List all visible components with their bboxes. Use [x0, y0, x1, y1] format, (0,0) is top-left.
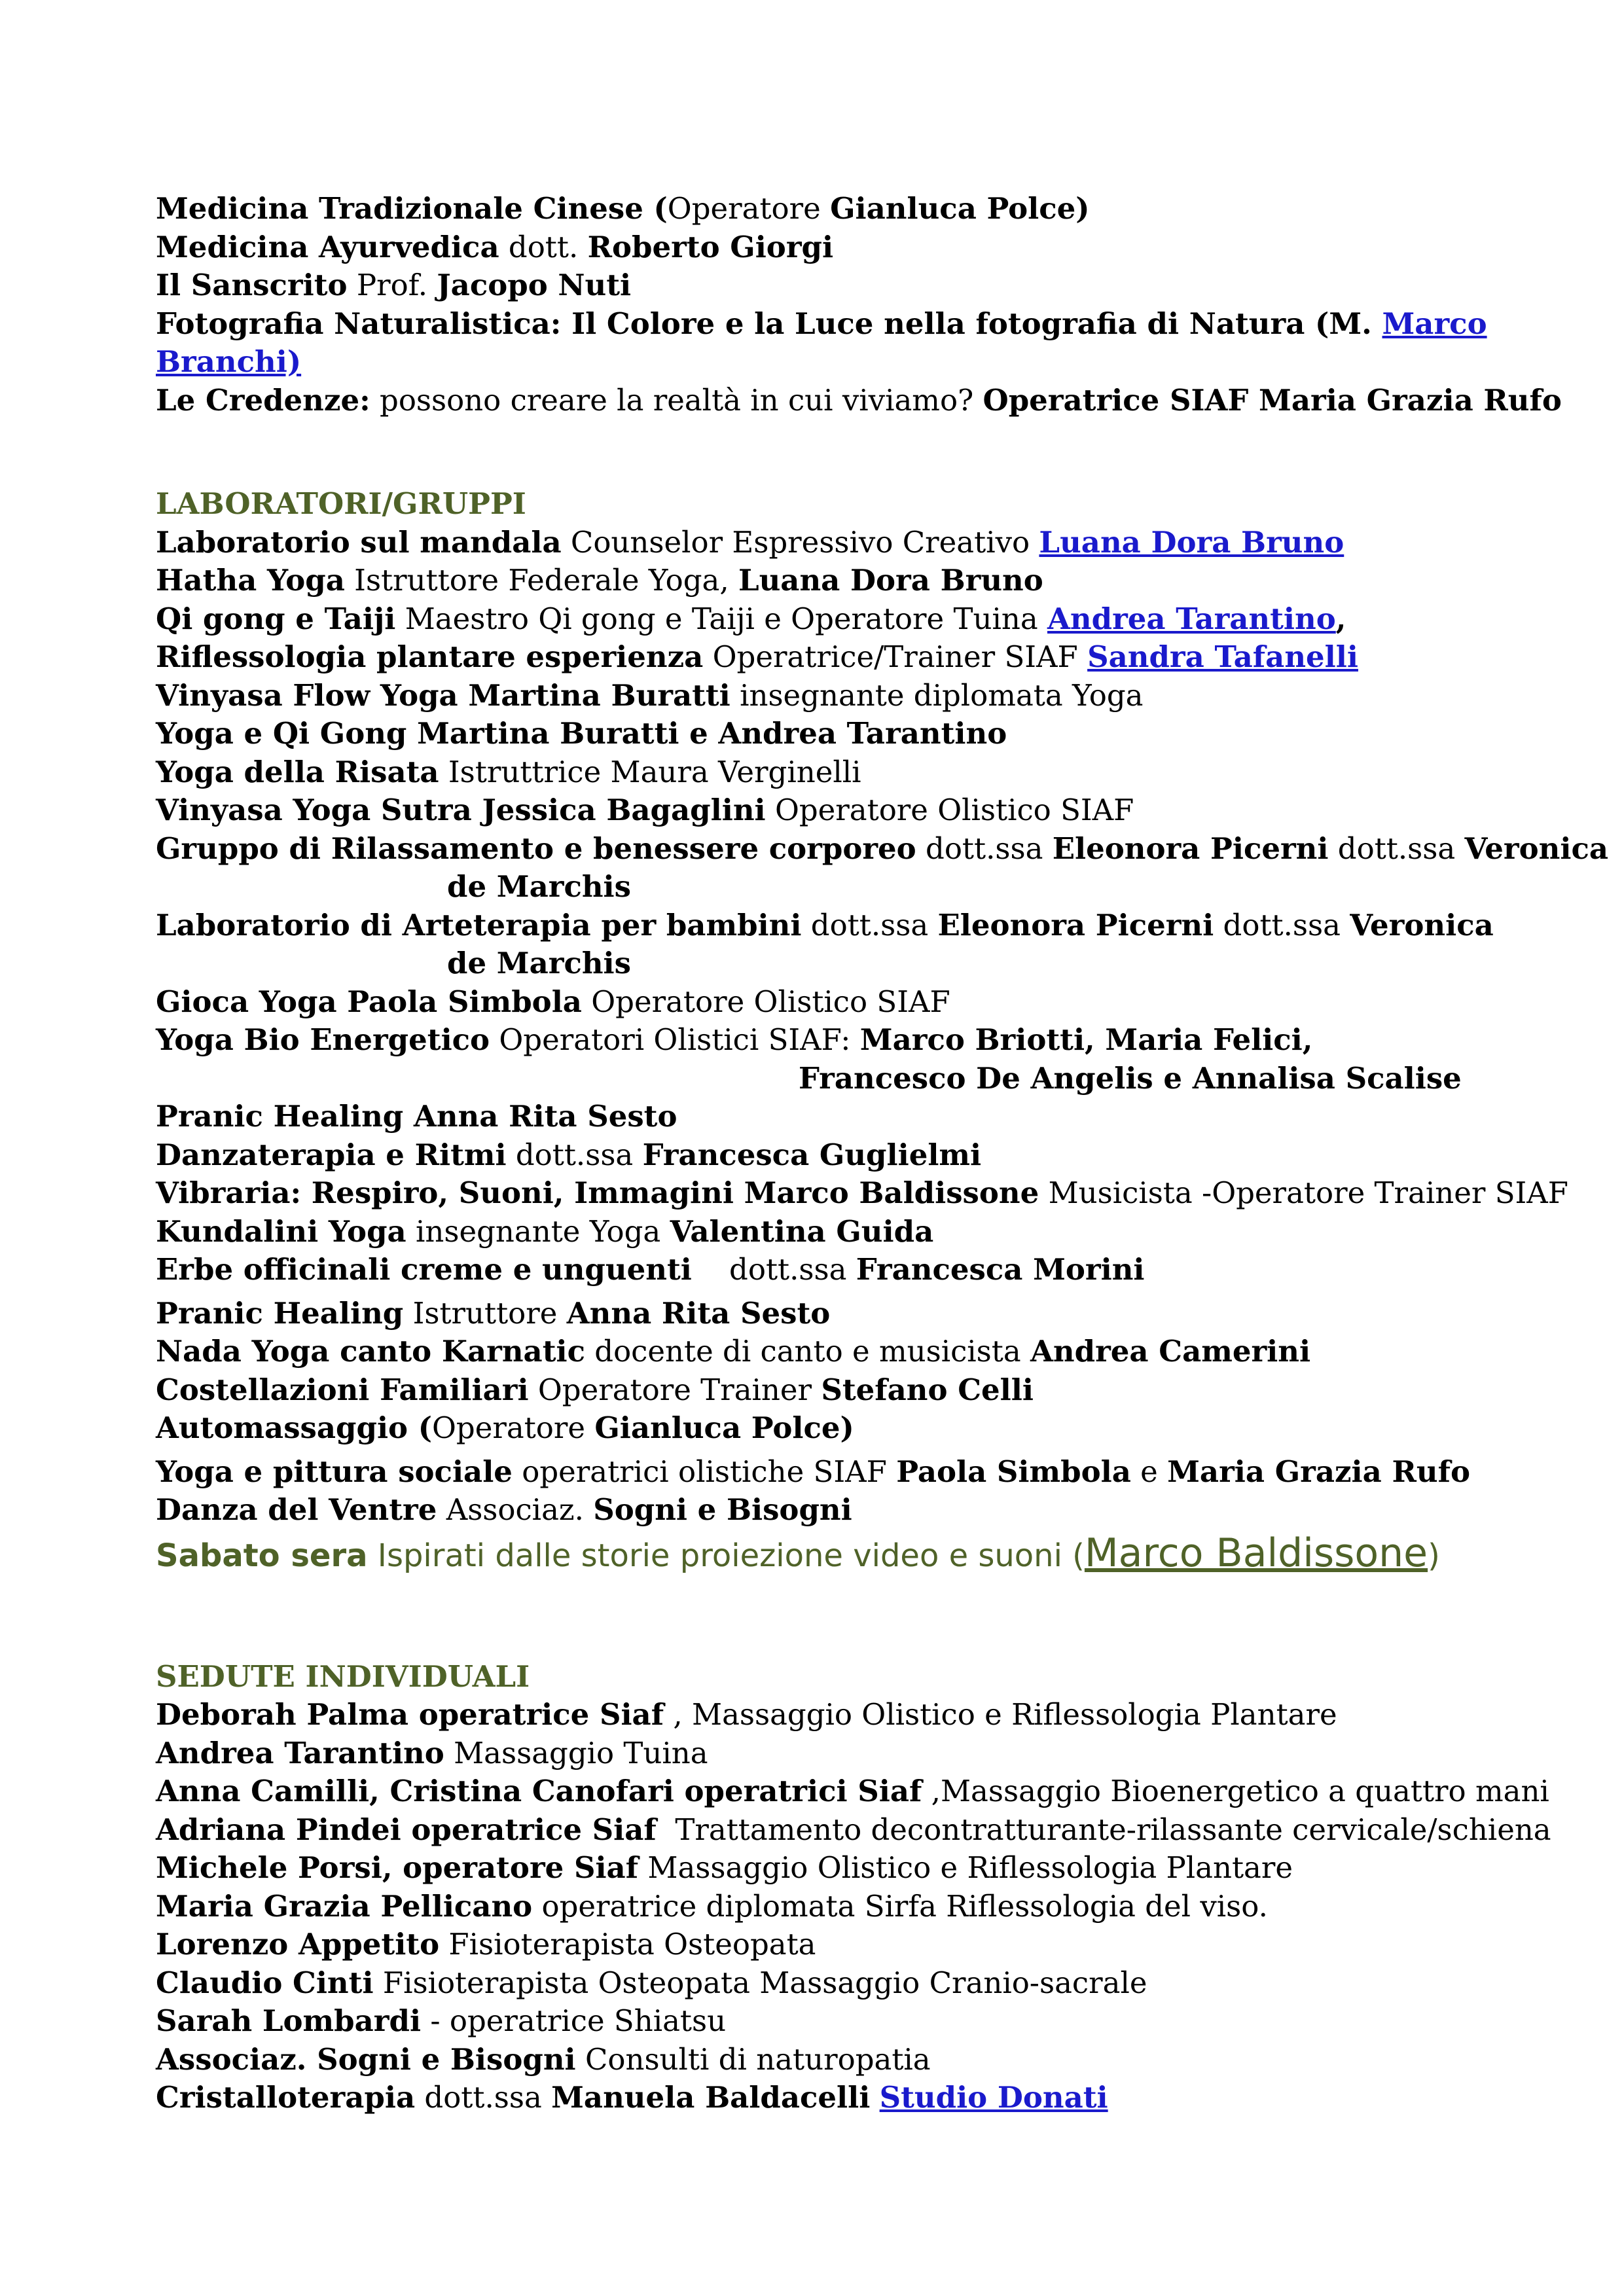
top-section — [156, 190, 1562, 420]
list-item: Medicina Ayurvedica dott. Roberto Giorgi — [156, 229, 834, 264]
link-marco-branchi-cont[interactable]: Branchi) — [156, 344, 302, 379]
list-item: Maria Grazia Pellicano operatrice diplomata Sirfa Riflessologia del viso. — [156, 1888, 1268, 1924]
sabato-sera-line: Sabato sera Ispirati dalle storie proiezione video e suoni (Marco Baldissone) — [156, 1530, 1440, 1576]
marco-baldissone-link[interactable]: Marco Baldissone — [1084, 1530, 1428, 1576]
list-item: Kundalini Yoga insegnante Yoga Valentina Guida — [156, 1213, 934, 1249]
list-item: Danzaterapia e Ritmi dott.ssa Francesca Guglielmi — [156, 1137, 982, 1172]
list-item-continuation: de Marchis — [447, 946, 631, 980]
list-item: Cristalloterapia dott.ssa Manuela Baldacelli Studio Donati — [156, 2080, 1108, 2115]
list-item: Gruppo di Rilassamento e benessere corporeo dott.ssa Eleonora Picerni dott.ssa Veronica — [156, 831, 1609, 866]
list-item: Laboratorio sul mandala Counselor Espressivo Creativo Luana Dora Bruno — [156, 524, 1344, 560]
list-item: Medicina Tradizionale Cinese (Operatore Gianluca Polce) — [156, 191, 1090, 226]
list-item: Yoga Bio Energetico Operatori Olistici SIAF: Marco Briotti, Maria Felici, — [156, 1022, 1313, 1057]
list-item: Claudio Cinti Fisioterapista Osteopata Massaggio Cranio-sacrale — [156, 1965, 1147, 2000]
list-item: Yoga e Qi Gong Martina Buratti e Andrea Tarantino — [156, 716, 1007, 751]
list-item: Hatha Yoga Istruttore Federale Yoga, Luana Dora Bruno — [156, 563, 1043, 598]
list-item: Lorenzo Appetito Fisioterapista Osteopata — [156, 1927, 816, 1962]
list-item: Adriana Pindei operatrice Siaf Trattamento decontratturante-rilassante cervicale/schiena — [156, 1812, 1551, 1847]
section-heading: LABORATORI/GRUPPI — [156, 486, 526, 521]
list-item: Yoga della Risata Istruttrice Maura Verginelli — [156, 754, 861, 789]
list-item: Associaz. Sogni e Bisogni Consulti di naturopatia — [156, 2041, 931, 2077]
list-item: Deborah Palma operatrice Siaf , Massaggio Olistico e Riflessologia Plantare — [156, 1697, 1337, 1732]
list-item: Fotografia Naturalistica: Il Colore e la Luce nella fotografia di Natura (M. Marco — [156, 306, 1487, 341]
list-item-continuation: Francesco De Angelis e Annalisa Scalise — [799, 1060, 1462, 1096]
list-item: Pranic Healing Istruttore Anna Rita Sesto — [156, 1295, 831, 1331]
list-item: Anna Camilli, Cristina Canofari operatrici Siaf ,Massaggio Bioenergetico a quattro mani — [156, 1774, 1549, 1808]
link-studio-donati[interactable]: Studio Donati — [879, 2080, 1108, 2115]
list-item: Vibraria: Respiro, Suoni, Immagini Marco Baldissone Musicista -Operatore Trainer SIAF — [156, 1175, 1569, 1210]
laboratori-section — [156, 485, 1609, 1579]
list-item: Costellazioni Familiari Operatore Trainer Stefano Celli — [156, 1372, 1034, 1407]
list-item: Andrea Tarantino Massaggio Tuina — [156, 1735, 708, 1770]
link-andrea-tarantino[interactable]: Andrea Tarantino — [1047, 601, 1336, 636]
list-item: Automassaggio (Operatore Gianluca Polce) — [156, 1410, 854, 1445]
list-item-continuation: de Marchis — [447, 869, 631, 904]
link-luana-dora-bruno[interactable]: Luana Dora Bruno — [1039, 524, 1344, 560]
list-item: Pranic Healing Anna Rita Sesto — [156, 1099, 677, 1134]
list-item: Il Sanscrito Prof. Jacopo Nuti — [156, 268, 632, 302]
section-heading: SEDUTE INDIVIDUALI — [156, 1659, 530, 1694]
list-item: Nada Yoga canto Karnatic docente di canto e musicista Andrea Camerini — [156, 1334, 1311, 1369]
document-page — [156, 190, 1609, 2117]
list-item: Gioca Yoga Paola Simbola Operatore Olistico SIAF — [156, 984, 950, 1019]
list-item: Qi gong e Taiji Maestro Qi gong e Taiji e Operatore Tuina Andrea Tarantino, — [156, 601, 1346, 636]
list-item: Laboratorio di Arteterapia per bambini dott.ssa Eleonora Picerni dott.ssa Veronica — [156, 907, 1494, 942]
list-item: Danza del Ventre Associaz. Sogni e Bisogni — [156, 1492, 852, 1527]
list-item: Le Credenze: possono creare la realtà in cui viviamo? Operatrice SIAF Maria Grazia Rufo — [156, 382, 1562, 418]
list-item: Erbe officinali creme e unguenti dott.ssa Francesca Morini — [156, 1252, 1145, 1287]
link-sandra-tafanelli[interactable]: Sandra Tafanelli — [1087, 639, 1358, 674]
sedute-section — [156, 1658, 1551, 2117]
list-item: Michele Porsi, operatore Siaf Massaggio Olistico e Riflessologia Plantare — [156, 1850, 1293, 1885]
list-item: Riflessologia plantare esperienza Operatrice/Trainer SIAF Sandra Tafanelli — [156, 639, 1358, 674]
list-item: Vinyasa Flow Yoga Martina Buratti insegnante diplomata Yoga — [156, 677, 1144, 713]
link-marco-branchi[interactable]: Marco — [1382, 306, 1487, 341]
list-item: Vinyasa Yoga Sutra Jessica Bagaglini Operatore Olistico SIAF — [156, 793, 1134, 827]
list-item: Yoga e pittura sociale operatrici olistiche SIAF Paola Simbola e Maria Grazia Rufo — [156, 1454, 1470, 1489]
list-item: Sarah Lombardi - operatrice Shiatsu — [156, 2003, 727, 2038]
list-item-continuation — [156, 343, 1517, 382]
